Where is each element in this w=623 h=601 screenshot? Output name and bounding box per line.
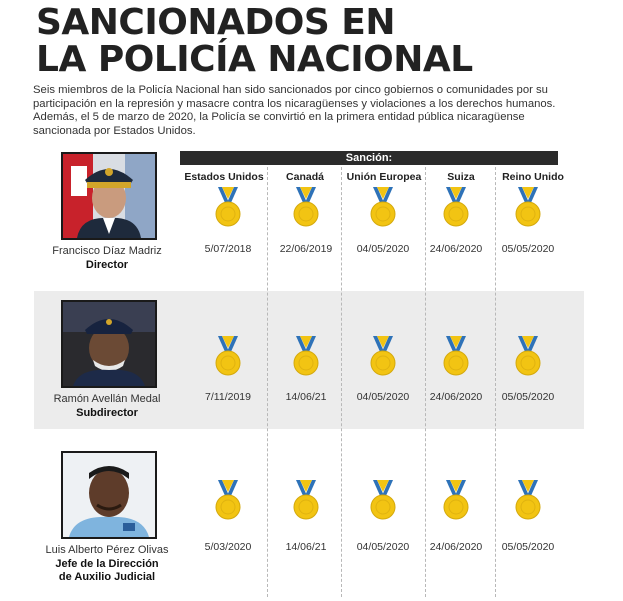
medal-icon	[293, 336, 319, 376]
medal-icon	[215, 480, 241, 520]
person-name: Luis Alberto Pérez Olivas	[45, 544, 169, 556]
column-divider	[425, 167, 426, 597]
col-head-union-europea: Unión Europea	[346, 171, 422, 183]
sanction-date: 04/05/2020	[356, 541, 410, 553]
medal-icon	[443, 480, 469, 520]
col-head-estados-unidos: Estados Unidos	[184, 171, 264, 183]
sanction-header: Sanción:	[180, 151, 558, 165]
person-role: Jefe de la Dirección	[55, 558, 159, 570]
medal-icon	[370, 480, 396, 520]
medal-icon	[515, 336, 541, 376]
person-name: Francisco Díaz Madriz	[52, 245, 162, 257]
sanction-date: 05/05/2020	[501, 541, 555, 553]
medal-icon	[370, 187, 396, 227]
medal-icon	[293, 480, 319, 520]
column-divider	[267, 167, 268, 597]
col-head-reino-unido: Reino Unido	[502, 171, 564, 183]
sanction-date: 14/06/21	[285, 541, 327, 553]
person-role: Subdirector	[76, 407, 138, 419]
col-head-suiza: Suiza	[447, 171, 475, 183]
medal-icon	[515, 480, 541, 520]
sanction-date: 7/11/2019	[205, 391, 251, 403]
portrait-icon	[61, 152, 157, 240]
person-name: Ramón Avellán Medal	[53, 393, 161, 405]
sanction-date: 05/05/2020	[501, 391, 555, 403]
column-divider	[341, 167, 342, 597]
sanction-date: 24/06/2020	[429, 243, 483, 255]
page-title	[36, 4, 616, 78]
portrait-icon	[61, 300, 157, 388]
sanction-date: 24/06/2020	[429, 541, 483, 553]
medal-icon	[215, 187, 241, 227]
col-head-canada: Canadá	[286, 171, 324, 183]
medal-icon	[443, 187, 469, 227]
portrait-icon	[61, 451, 157, 539]
sanction-date: 5/03/2020	[204, 541, 252, 553]
title-line-1: SANCIONADOS EN	[36, 2, 395, 43]
medal-icon	[293, 187, 319, 227]
sanction-date: 5/07/2018	[204, 243, 252, 255]
sanction-date: 04/05/2020	[356, 391, 410, 403]
person-role: de Auxilio Judicial	[58, 571, 156, 583]
sanction-date: 22/06/2019	[279, 243, 333, 255]
sanction-date: 14/06/21	[285, 391, 327, 403]
sanction-date: 04/05/2020	[356, 243, 410, 255]
medal-icon	[515, 187, 541, 227]
sanction-date: 05/05/2020	[501, 243, 555, 255]
intro-paragraph: Seis miembros de la Policía Nacional han sido sancionados por cinco gobiernos o comunidades por su participación en la represión y masacre contra los nicaragüenses y violaciones a los derechos humanos. Además, el 5 de marzo de 2020, la Policía se convirtió en la primera entidad pública nicaragüense sancionada por Estados Unidos.	[33, 84, 556, 137]
sanction-date: 24/06/2020	[429, 391, 483, 403]
medal-icon	[215, 336, 241, 376]
title-line-2: LA POLICÍA NACIONAL	[36, 39, 473, 80]
sanction-columns	[180, 167, 578, 600]
medal-icon	[443, 336, 469, 376]
person-role: Director	[85, 259, 129, 271]
medal-icon	[370, 336, 396, 376]
column-divider	[495, 167, 496, 597]
